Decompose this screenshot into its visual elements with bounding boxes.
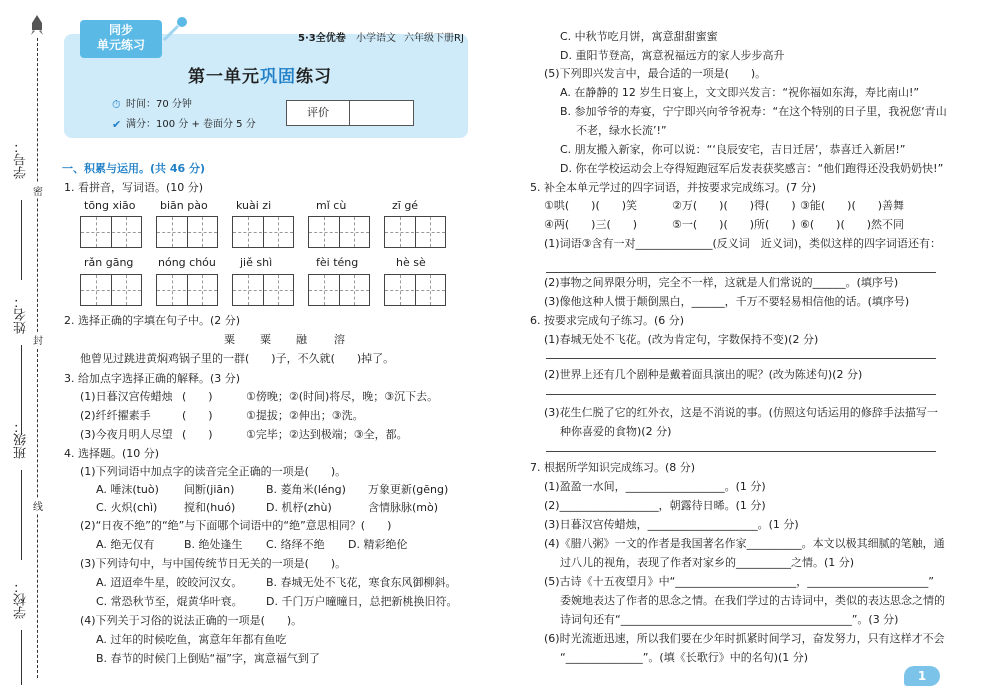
q4-4-option: B. 春节的时候门上倒贴“福”字，寓意福气到了 bbox=[96, 652, 320, 665]
title-part-2: 巩固 bbox=[260, 67, 296, 87]
edition-name: RJ bbox=[454, 33, 464, 44]
question-5: 5. 补全本单元学过的四字词语，并按要求完成练习。(7 分) bbox=[530, 181, 817, 194]
q4-4-option-d: D. 重阳节登高，寓意祝福远方的家人步步高升 bbox=[560, 49, 785, 62]
q3-blank-1: ( ) bbox=[182, 390, 213, 403]
q4-1-option: B. 菱角米(léng) bbox=[266, 483, 346, 496]
question-2-sentence: 他曾见过跳进黄焖鸡锅子里的一群( )子，不久就( )掉了。 bbox=[80, 352, 395, 365]
pinyin-4: mǐ cù bbox=[316, 199, 347, 212]
class-line bbox=[21, 470, 22, 560]
q4-3-option: A. 迢迢牵牛星，皎皎河汉女。 bbox=[96, 576, 243, 589]
q7-3: (3)日暮汉宫传蜡烛，____________________。(1 分) bbox=[544, 518, 799, 531]
q3-options-1: ①傍晚；②(时间)将尽，晚；③沉下去。 bbox=[246, 390, 439, 403]
writing-grid[interactable] bbox=[308, 216, 370, 248]
idiom-blank: ④两( )三( ) bbox=[544, 218, 638, 231]
q4-4: (4)下列关于习俗的说法正确的一项是( )。 bbox=[80, 614, 303, 627]
q4-5-option-b: B. 参加爷爷的寿宴，宁宁即兴向爷爷祝寿：“在这个特别的日子里，我祝您‘青山 bbox=[560, 105, 947, 118]
q7-5: (5)古诗《十五夜望月》中“______________________，______________________” bbox=[544, 575, 934, 588]
q3-blank-3: ( ) bbox=[182, 428, 213, 441]
pinyin-8: jiě shì bbox=[240, 256, 273, 269]
school-label: 学校： bbox=[14, 580, 29, 619]
answer-line[interactable] bbox=[546, 358, 936, 359]
writing-grid[interactable] bbox=[156, 274, 218, 306]
q4-2-option: B. 绝处逢生 bbox=[184, 538, 243, 551]
page-number: 1 bbox=[917, 669, 927, 683]
student-id-line bbox=[21, 200, 22, 280]
q7-4: (4)《腊八粥》一文的作者是我国著名作家__________。本文以极其细腻的笔触，通 bbox=[544, 537, 945, 550]
title-part-1: 第一单元 bbox=[188, 67, 260, 87]
q4-2-option: C. 络绎不绝 bbox=[266, 538, 325, 551]
seal-char-xian: 线 bbox=[32, 498, 44, 513]
series-name: 5·3全优卷 bbox=[298, 33, 346, 44]
evaluation-box[interactable] bbox=[286, 100, 414, 126]
section-1-heading: 一、积累与运用。(共 46 分) bbox=[62, 162, 206, 175]
char-option-2: 粟 bbox=[260, 333, 271, 346]
seal-char-mi: 密 bbox=[32, 183, 44, 198]
time-limit: 时间：70 分钟 bbox=[126, 99, 192, 110]
q6-1: (1)春城无处不飞花。(改为肯定句，字数保持不变)(2 分) bbox=[544, 333, 819, 346]
q3-item-3: (3)今夜月明人尽望 bbox=[80, 428, 173, 441]
page-title bbox=[188, 62, 332, 87]
writing-grid[interactable] bbox=[232, 216, 294, 248]
q4-5-option-c: C. 朋友搬入新家，你可以说：“‘良辰安宅，吉日迁居’，恭喜迁入新居!” bbox=[560, 143, 906, 156]
q3-item-2: (2)纤纤擢素手 bbox=[80, 409, 151, 422]
q7-5-cont: 委婉地表达了作者的思念之情。在我们学过的古诗词中，类似的表达思念之情的 bbox=[560, 594, 945, 607]
pinyin-2: biān pào bbox=[160, 199, 208, 212]
q4-3-option: D. 千门万户曈曈日，总把新桃换旧符。 bbox=[266, 595, 458, 608]
q4-1-option: D. 机杼(zhù) bbox=[266, 501, 332, 514]
seal-char-feng: 封 bbox=[32, 332, 44, 347]
pinyin-3: kuài zi bbox=[236, 199, 272, 212]
q4-1-option: A. 唾沫(tuò) bbox=[96, 483, 159, 496]
question-7: 7. 根据所学知识完成练习。(8 分) bbox=[530, 461, 696, 474]
pinyin-1: tōng xiāo bbox=[84, 199, 136, 212]
q4-5-option-b-cont: 不老，绿水长流’!” bbox=[576, 124, 667, 137]
pinyin-10: hè sè bbox=[396, 256, 426, 269]
answer-line[interactable] bbox=[546, 272, 936, 273]
q5-3: (3)像他这种人惯于颠倒黑白，______，千万不要轻易相信他的话。(填序号) bbox=[544, 295, 910, 308]
q4-1-option: C. 火炽(chì) bbox=[96, 501, 158, 514]
q7-2: (2)__________________，朝露待日晞。(1 分) bbox=[544, 499, 766, 512]
full-score: 满分：100 分 + 卷面分 5 分 bbox=[126, 119, 256, 130]
q7-6: (6)时光流逝迅速，所以我们要在少年时抓紧时间学习，奋发努力，只有这样才不会 bbox=[544, 632, 945, 645]
tag-line-1: 同步 bbox=[108, 23, 133, 37]
check-icon: ✔ bbox=[112, 118, 122, 131]
q4-2-option: D. 精彩绝伦 bbox=[348, 538, 408, 551]
title-part-3: 练习 bbox=[296, 67, 332, 87]
writing-grid[interactable] bbox=[384, 274, 446, 306]
writing-grid[interactable] bbox=[156, 216, 218, 248]
writing-grid[interactable] bbox=[80, 216, 142, 248]
pinyin-5: zī gé bbox=[392, 199, 419, 212]
q4-5-option-d: D. 你在学校运动会上夺得短跑冠军后发表获奖感言：“他们跑得还没我奶奶快!” bbox=[560, 162, 944, 175]
q4-4-option-c: C. 中秋节吃月饼，寓意甜甜蜜蜜 bbox=[560, 30, 718, 43]
comet-icon bbox=[160, 14, 190, 44]
name-label: 姓名： bbox=[14, 295, 29, 334]
q4-1-option: 搅和(huó) bbox=[184, 501, 236, 514]
idiom-blank: ⑥( )( )然不同 bbox=[800, 218, 905, 231]
question-3: 3. 给加点字选择正确的解释。(3 分) bbox=[64, 372, 241, 385]
q3-options-2: ①提拔；②伸出；③洗。 bbox=[246, 409, 364, 422]
rocket-icon bbox=[30, 14, 44, 36]
idiom-blank: ⑤一( )( )所( ) bbox=[672, 218, 796, 231]
q4-2-option: A. 绝无仅有 bbox=[96, 538, 155, 551]
answer-line[interactable] bbox=[546, 451, 936, 452]
char-option-3: 融 bbox=[296, 333, 307, 346]
q4-1-option: 含情脉脉(mò) bbox=[368, 501, 439, 514]
writing-grid[interactable] bbox=[384, 216, 446, 248]
page-number-badge bbox=[904, 666, 940, 686]
q4-5: (5)下列即兴发言中，最合适的一项是( )。 bbox=[544, 67, 767, 80]
q4-1-option: 万象更新(gēng) bbox=[368, 483, 449, 496]
writing-grid[interactable] bbox=[80, 274, 142, 306]
q7-5-cont2: 诗词句还有“__________________________________________”。(3 分) bbox=[560, 613, 899, 626]
binding-dashed-line bbox=[37, 38, 38, 678]
pinyin-9: fèi téng bbox=[316, 256, 359, 269]
q5-2: (2)事物之间界限分明，完全不一样，这就是人们常说的______。(填序号) bbox=[544, 276, 899, 289]
q4-1-option: 间断(jiān) bbox=[184, 483, 235, 496]
clock-icon: ⏱ bbox=[112, 98, 121, 111]
idiom-blank: ②万( )( )得( ) bbox=[672, 199, 796, 212]
q7-4-cont: 过八儿的视角，表现了作者对家乡的__________之情。(1 分) bbox=[560, 556, 855, 569]
q5-1: (1)词语③含有一对______________(反义词 近义词)，类似这样的四字词语还有： bbox=[544, 237, 942, 250]
q6-2: (2)世界上还有几个剧种是戴着面具演出的呢？(改为陈述句)(2 分) bbox=[544, 368, 863, 381]
char-option-1: 粟 bbox=[224, 333, 235, 346]
q4-5-option-a: A. 在静静的 12 岁生日宴上，文文即兴发言：“祝你福如东海，寿比南山!” bbox=[560, 86, 920, 99]
pinyin-6: rǎn gāng bbox=[84, 256, 134, 269]
student-id-label: 学号： bbox=[14, 140, 29, 179]
idiom-blank: ③能( )( )善舞 bbox=[800, 199, 905, 212]
pinyin-7: nóng chóu bbox=[158, 256, 216, 269]
question-1: 1. 看拼音，写词语。(10 分) bbox=[64, 181, 204, 194]
answer-line[interactable] bbox=[546, 394, 936, 395]
q4-3-option: C. 常恐秋节至，焜黄华叶衰。 bbox=[96, 595, 243, 608]
writing-grid[interactable] bbox=[308, 274, 370, 306]
q4-1: (1)下列词语中加点字的读音完全正确的一项是( )。 bbox=[80, 465, 347, 478]
q6-3: (3)花生仁脱了它的红外衣，这是不消说的事。(仿照这句话运用的修辞手法描写一 bbox=[544, 406, 938, 419]
evaluation-label: 评价 bbox=[287, 101, 350, 125]
q7-6-cont: “______________”。(填《长歌行》中的名句)(1 分) bbox=[560, 651, 809, 664]
q7-1: (1)盈盈一水间，__________________。(1 分) bbox=[544, 480, 766, 493]
school-line bbox=[21, 630, 22, 685]
subject-name: 小学语文 bbox=[356, 33, 396, 44]
char-option-4: 溶 bbox=[334, 333, 345, 346]
q6-3-cont: 种你喜爱的食物)(2 分) bbox=[560, 425, 672, 438]
tag-line-2: 单元练习 bbox=[96, 38, 145, 52]
q4-3: (3)下列诗句中，与中国传统节日无关的一项是( )。 bbox=[80, 557, 347, 570]
q4-2: (2)“日夜不绝”的“绝”与下面哪个词语中的“绝”意思相同？( ) bbox=[80, 519, 392, 532]
question-6: 6. 按要求完成句子练习。(6 分) bbox=[530, 314, 685, 327]
writing-grid[interactable] bbox=[232, 274, 294, 306]
q3-item-1: (1)日暮汉宫传蜡烛 bbox=[80, 390, 173, 403]
q3-options-3: ①完毕；②达到极端；③全，都。 bbox=[246, 428, 408, 441]
q4-3-option: B. 春城无处不飞花，寒食东风御柳斜。 bbox=[266, 576, 457, 589]
question-4: 4. 选择题。(10 分) bbox=[64, 447, 160, 460]
idiom-blank: ①哄( )( )笑 bbox=[544, 199, 638, 212]
sync-unit-tag bbox=[80, 20, 162, 58]
grade-name: 六年级下册 bbox=[404, 33, 454, 44]
q4-4-option: A. 过年的时候吃鱼，寓意年年都有鱼吃 bbox=[96, 633, 287, 646]
q3-blank-2: ( ) bbox=[182, 409, 213, 422]
question-2: 2. 选择正确的字填在句子中。(2 分) bbox=[64, 314, 241, 327]
class-label: 班级： bbox=[14, 420, 29, 459]
